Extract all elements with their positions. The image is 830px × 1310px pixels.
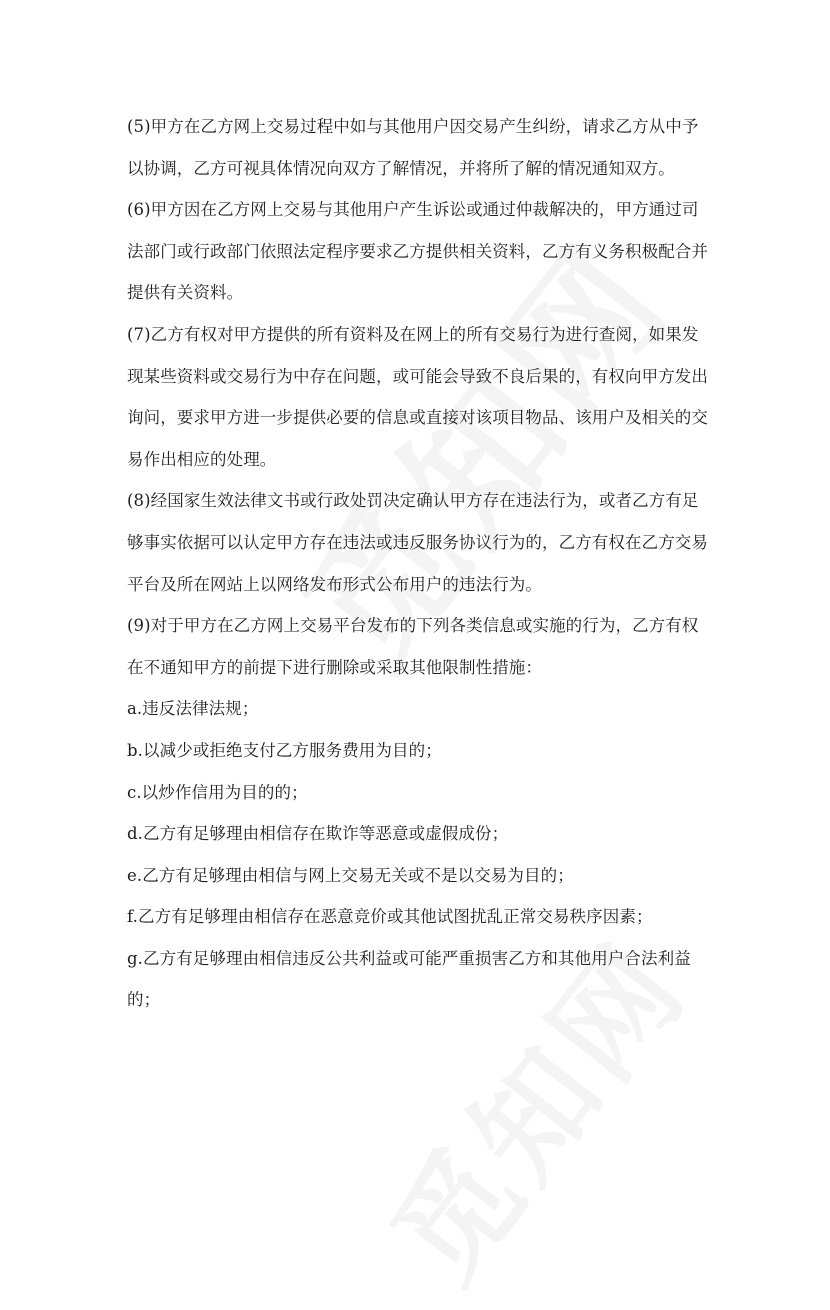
- text-line: 询问，要求甲方进一步提供必要的信息或直接对该项目物品、该用户及相关的交: [127, 408, 708, 428]
- text-line: 够事实依据可以认定甲方存在违法或违反服务协议行为的，乙方有权在乙方交易: [127, 532, 708, 552]
- text-line: (7)乙方有权对甲方提供的所有资料及在网上的所有交易行为进行查阅，如果发: [127, 324, 699, 344]
- text-line: 以协调，乙方可视具体情况向双方了解情况，并将所了解的情况通知双方。: [127, 158, 675, 178]
- list-item: a.违反法律法规；: [127, 699, 259, 719]
- text-line: 在不通知甲方的前提下进行删除或采取其他限制性措施：: [127, 657, 542, 677]
- text-line: 的；: [127, 990, 161, 1010]
- text-line: 易作出相应的处理。: [127, 449, 277, 469]
- list-item: b.以减少或拒绝支付乙方服务费用为目的；: [127, 740, 442, 760]
- text-line: (5)甲方在乙方网上交易过程中如与其他用户因交易产生纠纷，请求乙方从中予: [127, 117, 699, 136]
- text-line: (6)甲方因在乙方网上交易与其他用户产生诉讼或通过仲裁解决的，甲方通过司: [127, 200, 699, 220]
- list-item: d.乙方有足够理由相信存在欺诈等恶意或虚假成份；: [127, 824, 509, 844]
- document-body: [127, 106, 707, 1021]
- text-line: 提供有关资料。: [127, 283, 244, 303]
- list-item: e.乙方有足够理由相信与网上交易无关或不是以交易为目的；: [127, 865, 574, 885]
- list-item: g.乙方有足够理由相信违反公共利益或可能严重损害乙方和其他用户合法利益: [127, 948, 691, 968]
- text-line: (9)对于甲方在乙方网上交易平台发布的下列各类信息或实施的行为，乙方有权: [127, 616, 699, 636]
- list-item: f.乙方有足够理由相信存在恶意竞价或其他试图扰乱正常交易秩序因素；: [127, 907, 653, 927]
- text-line: 法部门或行政部门依照法定程序要求乙方提供相关资料，乙方有义务积极配合并: [127, 241, 708, 261]
- text-line: 平台及所在网站上以网络发布形式公布用户的违法行为。: [127, 574, 542, 594]
- text-line: (8)经国家生效法律文书或行政处罚决定确认甲方存在违法行为，或者乙方有足: [127, 491, 699, 511]
- text-line: 现某些资料或交易行为中存在问题，或可能会导致不良后果的，有权向甲方发出: [127, 366, 708, 386]
- list-item: c.以炒作信用为目的的；: [127, 782, 308, 802]
